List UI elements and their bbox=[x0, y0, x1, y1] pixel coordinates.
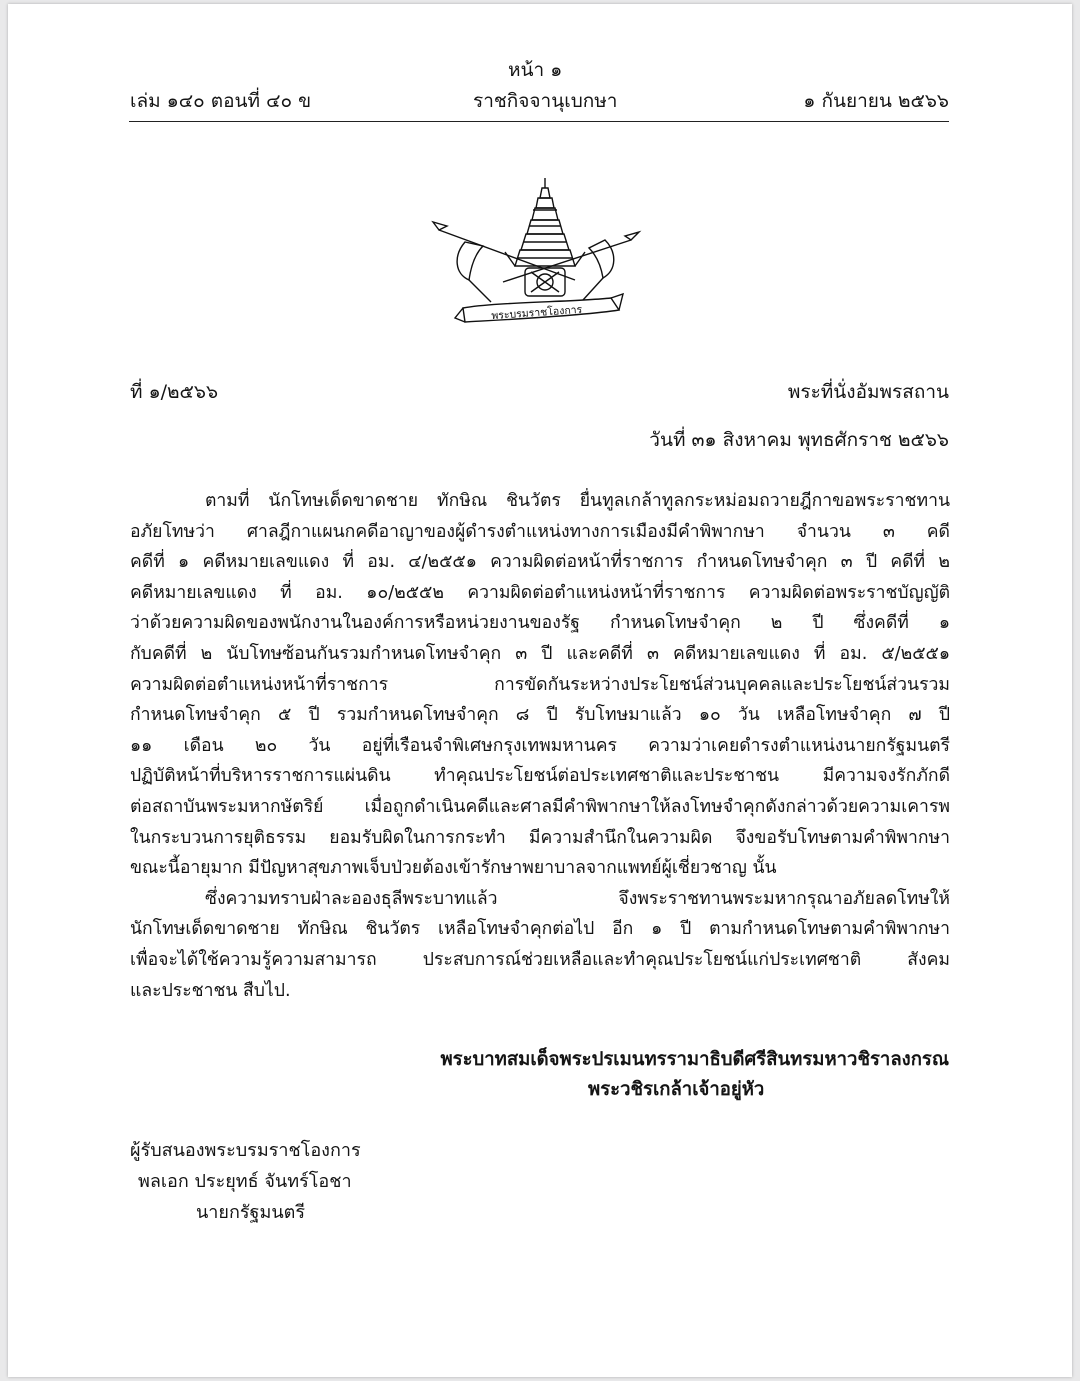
emblem-ribbon-text: พระบรมราชโองการ bbox=[490, 303, 583, 323]
body-line: คดีหมายเลขแดง ที่ อม. ๑๐/๒๕๕๒ ความผิดต่อตำแหน่งหน้าที่ราชการ ความผิดต่อพระราชบัญญัติ bbox=[130, 582, 950, 603]
body-line: ในกระบวนการยุติธรรม ยอมรับผิดในการกระทำ มีความสำนึกในความผิด จึงขอรับโทษตามคำพิพากษา bbox=[130, 827, 950, 848]
body-line: ปฏิบัติหน้าที่บริหารราชการแผ่นดิน ทำคุณประโยชน์ต่อประเทศชาติและประชาชน มีความจงรักภักดี bbox=[130, 766, 950, 787]
body-line: ตามที่ นักโทษเด็ดขาดชาย ทักษิณ ชินวัตร ยื่นทูลเกล้าทูลกระหม่อมถวายฎีกาขอพระราชทาน bbox=[205, 491, 950, 511]
body-line: ๑๑ เดือน ๒๐ วัน อยู่ที่เรือนจำพิเศษกรุงเทพมหานคร ความว่าเคยดำรงตำแหน่งนายกรัฐมนตรี bbox=[130, 735, 950, 756]
body-line: เพื่อจะได้ใช้ความรู้ความสามารถ ประสบการณ์ช่วยเหลือและทำคุณประโยชน์แก่ประเทศชาติ สังคม bbox=[130, 949, 950, 970]
publication-date: ๑ กันยายน ๒๕๖๖ bbox=[803, 90, 949, 112]
volume-info: เล่ม ๑๔๐ ตอนที่ ๔๐ ข bbox=[130, 90, 312, 112]
body-line: กำหนดโทษจำคุก ๕ ปี รวมกำหนดโทษจำคุก ๘ ปี รับโทษมาแล้ว ๑๐ วัน เหลือโทษจำคุก ๗ ปี bbox=[130, 705, 950, 726]
countersign-name: พลเอก ประยุทธ์ จันทร์โอชา bbox=[138, 1171, 352, 1192]
publication-name: ราชกิจจานุเบกษา bbox=[473, 90, 618, 112]
body-line: และประชาชน สืบไป. bbox=[130, 980, 291, 1001]
body-line: อภัยโทษว่า ศาลฎีกาแผนกคดีอาญาของผู้ดำรงตำแหน่งทางการเมืองมีคำพิพากษา จำนวน ๓ คดี bbox=[130, 521, 950, 542]
countersign-title: นายกรัฐมนตรี bbox=[196, 1202, 305, 1223]
body-line: ขณะนี้อายุมาก มีปัญหาสุขภาพเจ็บป่วยต้องเข้ารักษาพยาบาลจากแพทย์ผู้เชี่ยวชาญ นั้น bbox=[130, 858, 777, 879]
header-rule bbox=[129, 121, 949, 122]
body-line: ว่าด้วยความผิดของพนักงานในองค์การหรือหน่วยงานของรัฐ กำหนดโทษจำคุก ๒ ปี ซึ่งคดีที่ ๑ bbox=[130, 613, 950, 634]
body-line: คดีที่ ๑ คดีหมายเลขแดง ที่ อม. ๔/๒๕๕๑ ความผิดต่อหน้าที่ราชการ กำหนดโทษจำคุก ๓ ปี คดีที่ ๒ bbox=[130, 552, 950, 573]
countersign-label: ผู้รับสนองพระบรมราชโองการ bbox=[130, 1140, 361, 1161]
royal-seal-emblem-icon bbox=[425, 170, 645, 335]
issued-date: วันที่ ๓๑ สิงหาคม พุทธศักราช ๒๕๖๖ bbox=[649, 429, 949, 451]
royal-signature-title: พระวชิรเกล้าเจ้าอยู่หัว bbox=[588, 1079, 765, 1100]
body-line: ซึ่งความทราบฝ่าละอองธุลีพระบาทแล้ว จึงพระราชทานพระมหากรุณาอภัยลดโทษให้ bbox=[205, 888, 950, 909]
body-line: กับคดีที่ ๒ นับโทษซ้อนกันรวมกำหนดโทษจำคุก ๓ ปี และคดีที่ ๓ คดีหมายเลขแดง ที่ อม. ๕/๒๕๕๑ bbox=[130, 643, 950, 664]
body-line: นักโทษเด็ดขาดชาย ทักษิณ ชินวัตร เหลือโทษจำคุกต่อไป อีก ๑ ปี ตามกำหนดโทษตามคำพิพากษา bbox=[130, 919, 950, 940]
document-number: ที่ ๑/๒๕๖๖ bbox=[130, 381, 219, 403]
decree-body bbox=[130, 486, 950, 1006]
page-number: หน้า ๑ bbox=[508, 59, 563, 81]
issued-place: พระที่นั่งอัมพรสถาน bbox=[787, 381, 949, 403]
royal-signature-name: พระบาทสมเด็จพระปรเมนทรรามาธิบดีศรีสินทรมหาวชิราลงกรณ bbox=[440, 1049, 949, 1070]
body-line: ความผิดต่อตำแหน่งหน้าที่ราชการ การขัดกันระหว่างประโยชน์ส่วนบุคคลและประโยชน์ส่วนรวม bbox=[130, 674, 950, 695]
body-line: ต่อสถาบันพระมหากษัตริย์ เมื่อถูกดำเนินคดีและศาลมีคำพิพากษาให้ลงโทษจำคุกดังกล่าวด้วยความเคารพ bbox=[130, 796, 950, 817]
